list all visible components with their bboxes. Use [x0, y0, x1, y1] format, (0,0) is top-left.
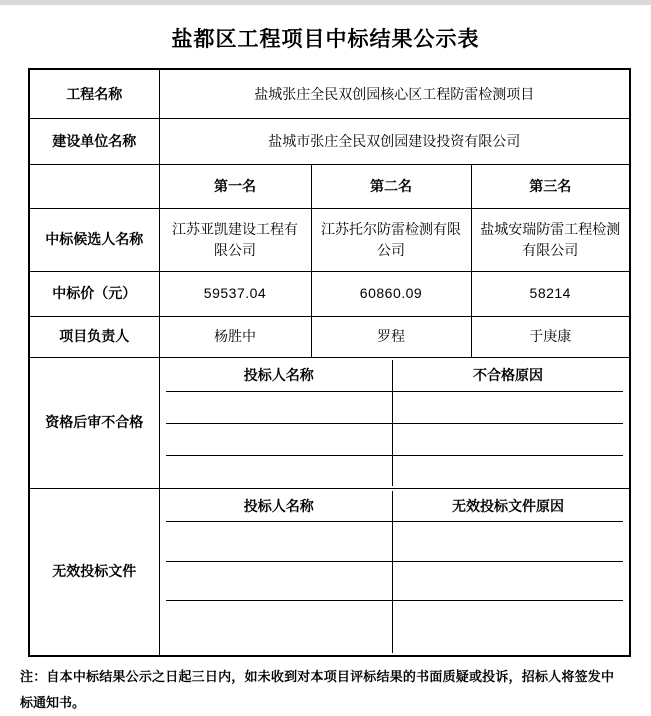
empty-cell [166, 424, 393, 456]
empty-cell [393, 424, 624, 456]
rank-first-header: 第一名 [159, 164, 311, 208]
owner-name-value: 盐城市张庄全民双创园建设投资有限公司 [159, 118, 630, 164]
bid-price-row [29, 271, 630, 316]
empty-cell [166, 562, 393, 601]
invalid-bid-empty-row [166, 562, 624, 601]
empty-cell [166, 601, 393, 653]
project-manager-cell: 杨胜中 [159, 316, 311, 357]
candidates-row [29, 208, 630, 271]
footnote: 注：自本中标结果公示之日起三日内，如未收到对本项目评标结果的书面质疑或投诉，招标人将签发中标通知书。 [20, 668, 614, 710]
candidate-name-cell: 盐城安瑞防雷工程检测有限公司 [471, 208, 630, 271]
ranking-header-empty-cell [29, 164, 159, 208]
owner-name-row [29, 118, 630, 164]
candidate-name-cell: 江苏托尔防雷检测有限公司 [311, 208, 471, 271]
candidates-label: 中标候选人名称 [29, 208, 159, 271]
disqualified-section-row [29, 357, 630, 488]
disqualified-empty-row [166, 424, 624, 456]
empty-cell [393, 522, 624, 562]
disqualify-reason-header: 不合格原因 [393, 360, 624, 392]
rank-second-header: 第二名 [311, 164, 471, 208]
invalid-bid-empty-row [166, 522, 624, 562]
empty-cell [393, 392, 624, 424]
project-name-label: 工程名称 [29, 69, 159, 118]
rank-third-header: 第三名 [471, 164, 630, 208]
project-manager-cell: 于庚康 [471, 316, 630, 357]
bid-result-table [28, 68, 631, 657]
disqualified-subtable [166, 360, 624, 486]
bid-price-cell: 60860.09 [311, 271, 471, 316]
empty-cell [166, 456, 393, 486]
project-manager-row [29, 316, 630, 357]
project-name-row [29, 69, 630, 118]
page-title: 盐都区工程项目中标结果公示表 [171, 28, 480, 51]
owner-name-label: 建设单位名称 [29, 118, 159, 164]
disqualified-subtable-header-row [166, 360, 624, 392]
empty-cell [393, 456, 624, 486]
invalid-bid-reason-header: 无效投标文件原因 [393, 491, 624, 522]
disqualified-section-label: 资格后审不合格 [29, 357, 159, 488]
disqualified-empty-row [166, 392, 624, 424]
ranking-header-row [29, 164, 630, 208]
bid-price-label: 中标价（元） [29, 271, 159, 316]
invalid-bid-subtable [166, 491, 624, 653]
project-name-value: 盐城张庄全民双创园核心区工程防雷检测项目 [159, 69, 630, 118]
empty-cell [393, 562, 624, 601]
empty-cell [166, 392, 393, 424]
project-manager-cell: 罗程 [311, 316, 471, 357]
window-edge-strip [0, 0, 651, 5]
invalid-bid-section-row [29, 488, 630, 656]
bid-price-cell: 59537.04 [159, 271, 311, 316]
bidder-name-header: 投标人名称 [166, 491, 393, 522]
candidate-name-cell: 江苏亚凯建设工程有限公司 [159, 208, 311, 271]
disqualified-subtable-cell [159, 357, 630, 488]
invalid-bid-subtable-cell [159, 488, 630, 656]
empty-cell [166, 522, 393, 562]
invalid-bid-section-label: 无效投标文件 [29, 488, 159, 656]
bid-price-cell: 58214 [471, 271, 630, 316]
project-manager-label: 项目负责人 [29, 316, 159, 357]
invalid-bid-empty-row [166, 601, 624, 653]
disqualified-empty-row [166, 456, 624, 486]
empty-cell [393, 601, 624, 653]
bidder-name-header: 投标人名称 [166, 360, 393, 392]
invalid-bid-subtable-header-row [166, 491, 624, 522]
